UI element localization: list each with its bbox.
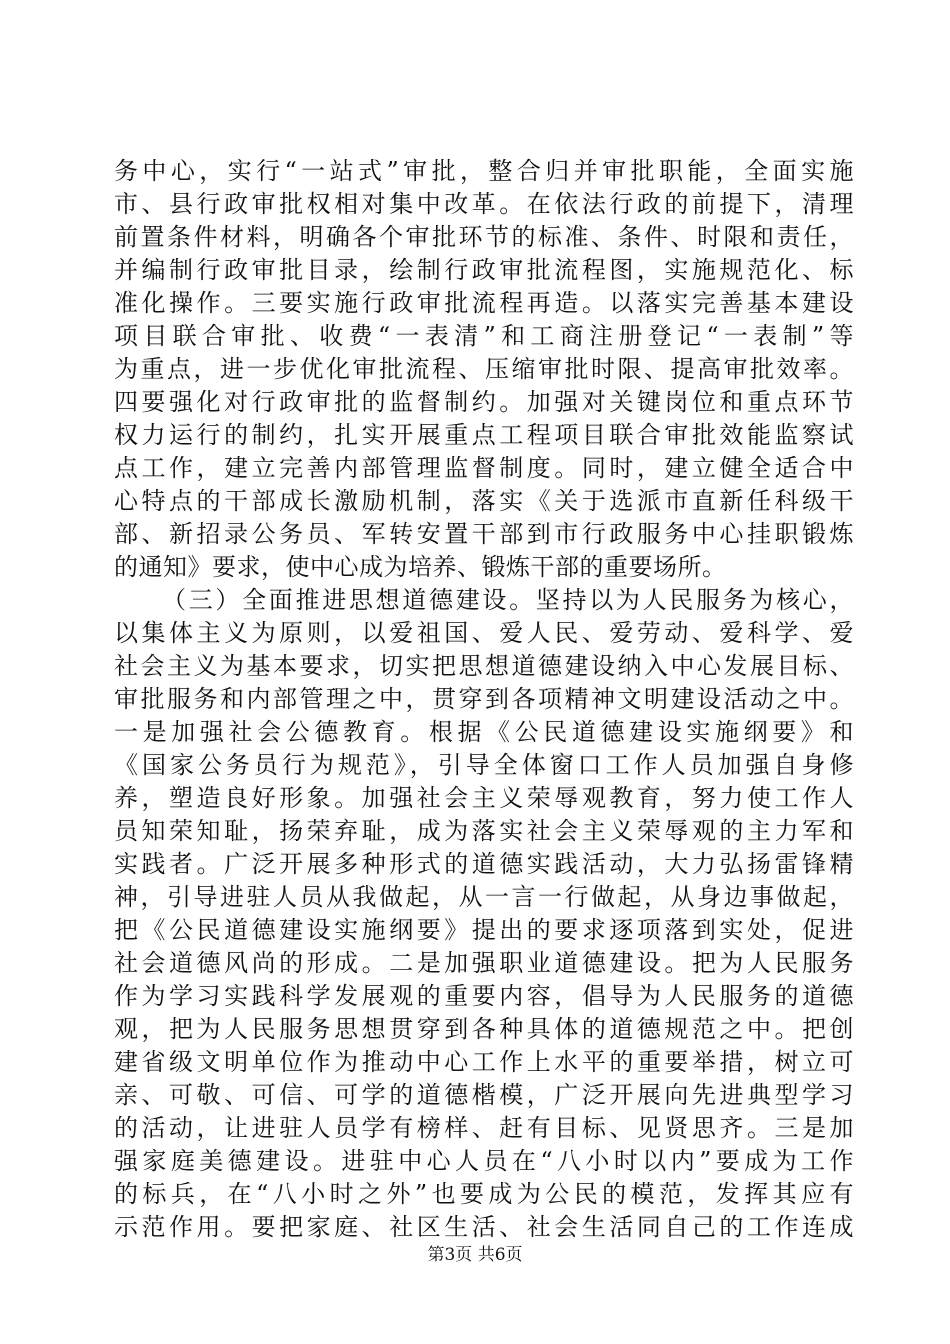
text-line: 前置条件材料，明确各个审批环节的标准、条件、时限和责任，: [114, 223, 854, 251]
text-line: 建省级文明单位作为推动中心工作上水平的重要举措，树立可: [114, 1048, 854, 1076]
page-number: 第3页 共6页: [427, 1245, 523, 1265]
text-line: 员知荣知耻，扬荣弃耻，成为落实社会主义荣辱观的主力军和: [114, 817, 854, 845]
text-line: 一是加强社会公德教育。根据《公民道德建设实施纲要》和: [114, 718, 854, 746]
text-line: 准化操作。三要实施行政审批流程再造。以落实完善基本建设: [114, 289, 854, 317]
text-line: 亲、可敬、可信、可学的道德楷模，广泛开展向先进典型学习: [114, 1081, 854, 1109]
text-line: 示范作用。要把家庭、社区生活、社会生活同自己的工作连成: [114, 1213, 854, 1241]
text-line: 为重点，进一步优化审批流程、压缩审批时限、提高审批效率。: [114, 355, 854, 383]
text-line: 市、县行政审批权相对集中改革。在依法行政的前提下，清理: [114, 190, 854, 218]
text-line: 项目联合审批、收费“一表清”和工商注册登记“一表制”等: [114, 322, 854, 350]
text-line: 《国家公务员行为规范》，引导全体窗口工作人员加强自身修: [114, 751, 854, 779]
text-line: 实践者。广泛开展多种形式的道德实践活动，大力弘扬雷锋精: [114, 850, 854, 878]
text-line: 审批服务和内部管理之中，贯穿到各项精神文明建设活动之中。: [114, 685, 854, 713]
text-line: 观，把为人民服务思想贯穿到各种具体的道德规范之中。把创: [114, 1015, 854, 1043]
text-line: 务中心，实行“一站式”审批，整合归并审批职能，全面实施: [114, 157, 854, 185]
text-line: 社会主义为基本要求，切实把思想道德建设纳入中心发展目标、: [114, 652, 854, 680]
text-line: 心特点的干部成长激励机制，落实《关于选派市直新任科级干: [114, 487, 854, 515]
page-footer: [0, 1240, 950, 1265]
text-line: 四要强化对行政审批的监督制约。加强对关键岗位和重点环节: [114, 388, 854, 416]
body-text: [114, 155, 854, 1244]
text-line: 的标兵，在“八小时之外”也要成为公民的模范，发挥其应有: [114, 1180, 854, 1208]
text-line: 并编制行政审批目录，绘制行政审批流程图，实施规范化、标: [114, 256, 854, 284]
text-line: （三）全面推进思想道德建设。坚持以为人民服务为核心，: [162, 586, 854, 614]
text-line: 的活动，让进驻人员学有榜样、赶有目标、见贤思齐。三是加: [114, 1114, 854, 1142]
text-line: 以集体主义为原则，以爱祖国、爱人民、爱劳动、爱科学、爱: [114, 619, 854, 647]
text-line: 部、新招录公务员、军转安置干部到市行政服务中心挂职锻炼: [114, 520, 854, 548]
text-line: 社会道德风尚的形成。二是加强职业道德建设。把为人民服务: [114, 949, 854, 977]
text-line: 养，塑造良好形象。加强社会主义荣辱观教育，努力使工作人: [114, 784, 854, 812]
text-line: 强家庭美德建设。进驻中心人员在“八小时以内”要成为工作: [114, 1147, 854, 1175]
text-line: 的通知》要求，使中心成为培养、锻炼干部的重要场所。: [114, 553, 727, 581]
text-line: 神，引导进驻人员从我做起，从一言一行做起，从身边事做起，: [114, 883, 854, 911]
text-line: 权力运行的制约，扎实开展重点工程项目联合审批效能监察试: [114, 421, 854, 449]
text-line: 点工作，建立完善内部管理监督制度。同时，建立健全适合中: [114, 454, 854, 482]
text-line: 作为学习实践科学发展观的重要内容，倡导为人民服务的道德: [114, 982, 854, 1010]
text-line: 把《公民道德建设实施纲要》提出的要求逐项落到实处，促进: [114, 916, 854, 944]
